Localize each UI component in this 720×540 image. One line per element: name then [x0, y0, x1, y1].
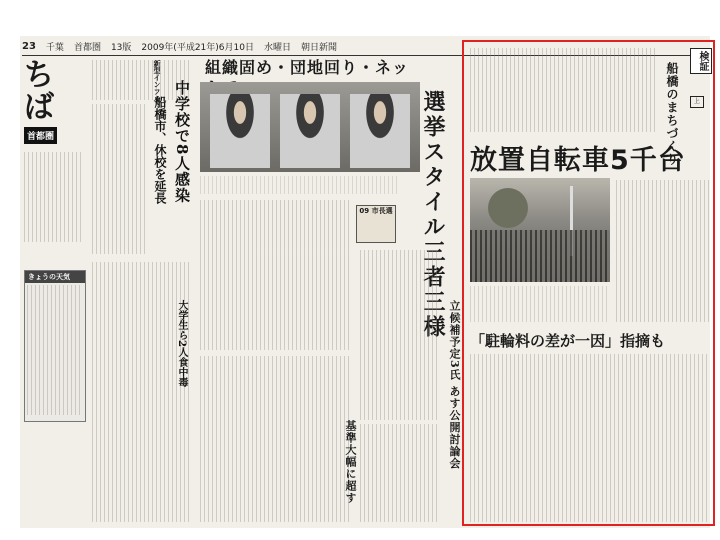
left-article-text	[92, 104, 148, 254]
right-article-text-side	[616, 180, 710, 322]
chiba-title: ちば	[24, 58, 56, 125]
weekday: 水曜日	[263, 42, 291, 53]
version: 13版	[110, 42, 132, 53]
candidate-photo-1	[210, 94, 270, 168]
masthead	[22, 38, 466, 54]
bicycles-photo-caption	[470, 286, 610, 322]
middle-lower-text	[200, 356, 350, 522]
middle-side-text	[360, 250, 440, 420]
left-article-headline: 中学校で8人感染	[173, 80, 191, 204]
middle-lower-headline: 基準大幅に超す	[344, 420, 357, 504]
middle-bottom-text	[360, 424, 440, 522]
middle-article-banner: 組織固め・団地回り・ネッ	[205, 58, 410, 77]
bicycles-photo	[470, 178, 610, 282]
weather-box	[24, 270, 86, 422]
left-article-subhead: 船橋市、休校を延長	[153, 96, 167, 204]
weather-table	[27, 285, 81, 415]
issue-date: 2009年(平成21年)6月10日	[141, 42, 254, 53]
section-name: 千葉	[45, 42, 64, 53]
middle-side-headline: 立候補予定3氏 あす公開討論会	[448, 300, 461, 470]
edition: 首都圏	[73, 42, 101, 53]
election-badge: 09 市長選	[356, 205, 396, 243]
page-number: 23	[22, 40, 36, 52]
middle-article-headline: 選挙スタイル三者三様	[420, 90, 446, 340]
candidate-photo-3	[350, 94, 410, 168]
candidate-photo-2	[280, 94, 340, 168]
photo-caption	[200, 176, 400, 194]
candidates-photo	[200, 82, 420, 172]
bureau-info	[24, 152, 82, 242]
left-article-category: 新型インフル	[153, 60, 162, 102]
right-article-subhead: 「駐輪料の差が一因」指摘も	[470, 332, 666, 350]
right-article-headline: 放置自転車5千台	[470, 145, 686, 176]
paper-name: 朝日新聞	[300, 42, 337, 53]
left-lower-headline: 大学生ら2人食中毒	[176, 300, 187, 387]
middle-article-text	[200, 200, 350, 350]
tree-shape	[488, 188, 528, 228]
parked-bicycles-shape	[470, 230, 610, 282]
weather-title: きょうの天気	[25, 271, 85, 283]
right-article-text-top	[470, 48, 656, 132]
right-article-text-bottom	[470, 354, 710, 522]
series-part-stamp: 上	[690, 96, 704, 108]
kensho-tag: 検証	[690, 48, 712, 74]
chiba-subtitle: 首都圏	[24, 127, 57, 144]
series-title: 船橋のまちづくり	[665, 62, 679, 166]
